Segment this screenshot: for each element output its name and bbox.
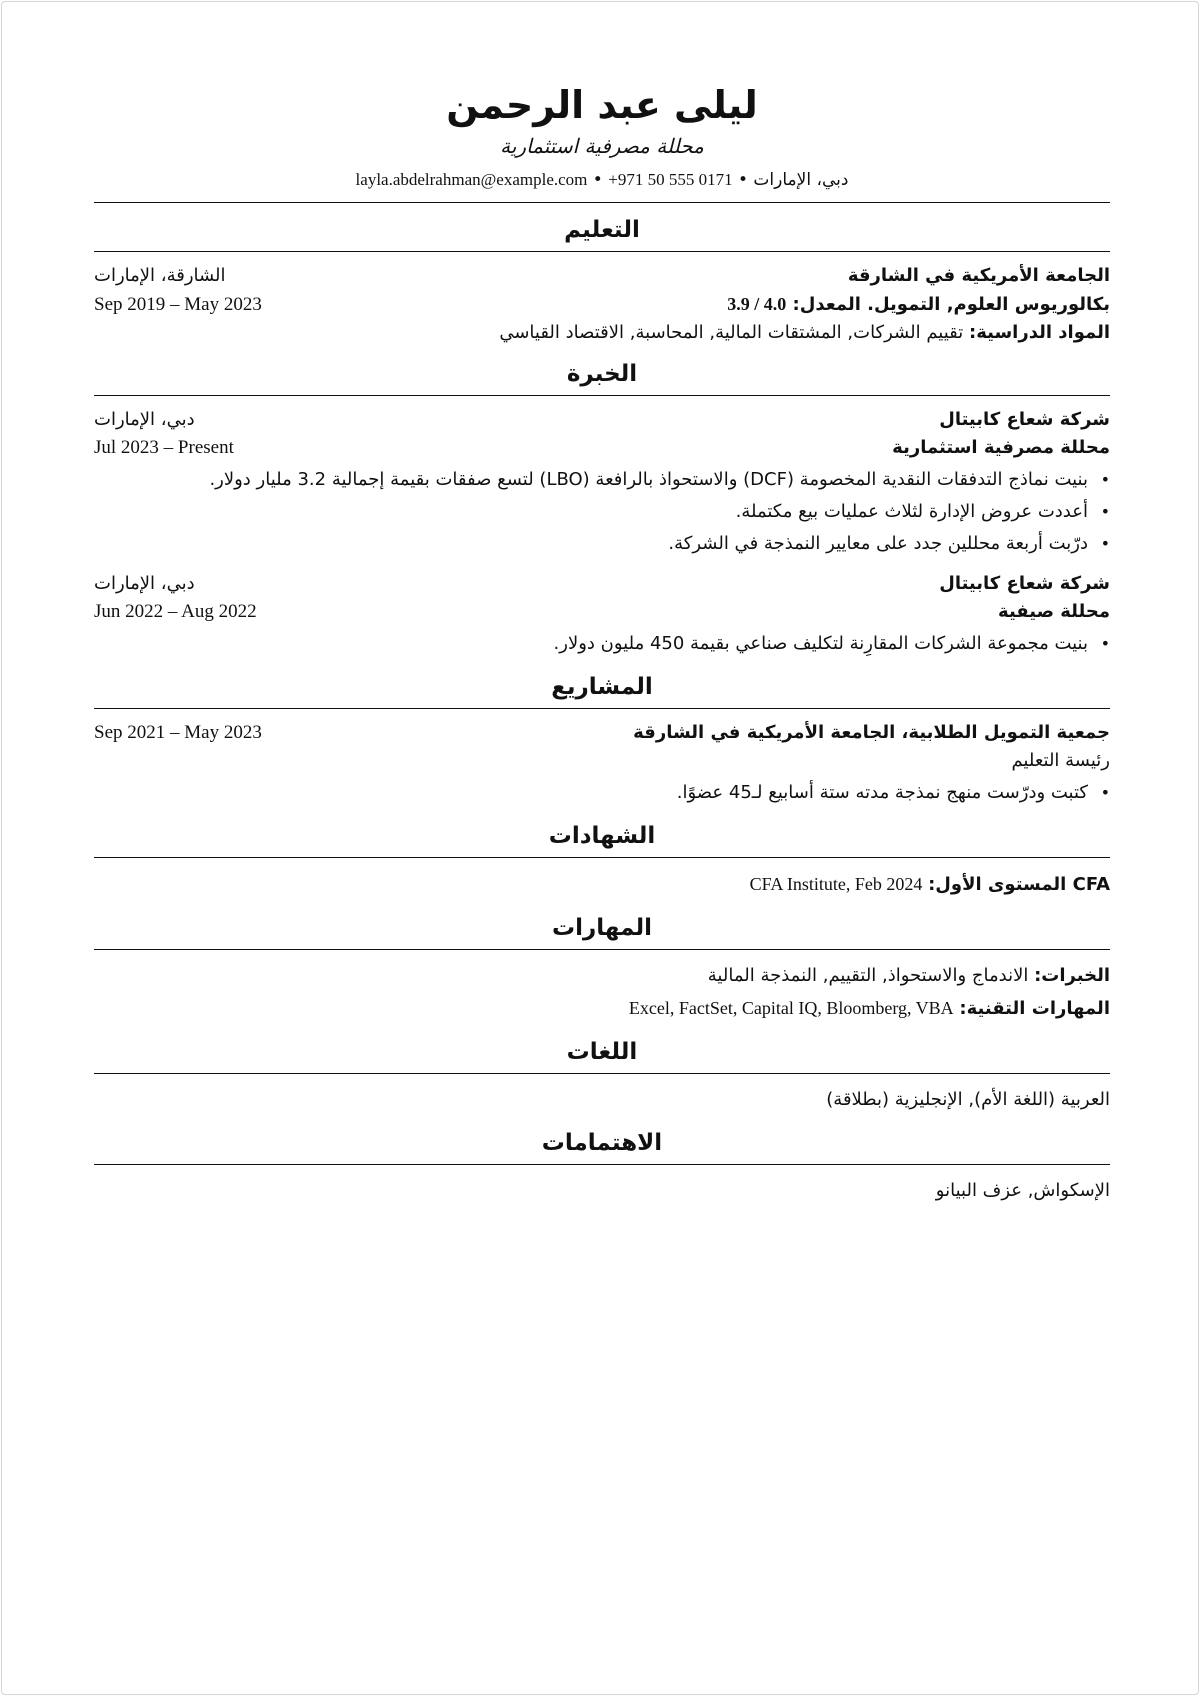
languages-section — [94, 1033, 1110, 1116]
school-location: الشارقة، الإمارات — [94, 265, 226, 286]
company-location: دبي، الإمارات — [94, 409, 195, 430]
experience-role-row — [94, 598, 1110, 626]
experience-entry — [94, 406, 1110, 560]
company-location: دبي، الإمارات — [94, 573, 195, 594]
project-bullets — [94, 777, 1110, 809]
job-role: محللة مصرفية استثمارية — [892, 437, 1110, 458]
degree-text: بكالوريوس العلوم, التمويل. المعدل: — [792, 294, 1110, 315]
job-bullets — [94, 628, 1110, 660]
project-dates: Sep 2021 – May 2023 — [94, 722, 262, 743]
experience-company-row — [94, 406, 1110, 434]
bullet-item: • بنيت مجموعة الشركات المقارِنة لتكليف صناعي بقيمة 450 مليون دولار. — [94, 628, 1088, 660]
candidate-title: محللة مصرفية استثمارية — [500, 134, 704, 158]
bullet-item: • بنيت نماذج التدفقات النقدية المخصومة (DCF) والاستحواذ بالرافعة (LBO) لتسع صفقات بقيمة إجمالية 3.2 مليار دولار. — [94, 464, 1088, 496]
skills-expertise-line — [94, 960, 1110, 992]
contact-phone: +971 50 555 0171 — [608, 170, 733, 189]
resume-page — [1, 1, 1199, 1695]
contact-separator: • — [737, 170, 749, 190]
education-degree-row — [94, 290, 1110, 319]
school-name: الجامعة الأمريكية في الشارقة — [847, 265, 1110, 286]
bullet-item: • درّبت أربعة محللين جدد على معايير النمذجة في الشركة. — [94, 528, 1088, 560]
contact-line — [94, 164, 1110, 196]
education-school-row — [94, 262, 1110, 290]
company-name: شركة شعاع كابيتال — [939, 573, 1110, 594]
section-heading-languages: اللغات — [94, 1033, 1110, 1074]
section-heading-certifications: الشهادات — [94, 817, 1110, 858]
certification-colon: : — [928, 874, 936, 895]
technical-list: Excel, FactSet, Capital IQ, Bloomberg, VBA — [628, 998, 954, 1018]
resume-content — [94, 80, 1110, 1207]
certifications-section — [94, 817, 1110, 901]
certification-label: CFA المستوى الأول — [935, 874, 1110, 895]
expertise-list: الاندماج والاستحواذ, التقييم, النمذجة المالية — [707, 965, 1029, 986]
coursework-line — [94, 319, 1110, 347]
contact-location: دبي، الإمارات — [753, 170, 849, 190]
interests-section — [94, 1124, 1110, 1207]
bullet-item: • أعددت عروض الإدارة لثلاث عمليات بيع مكتملة. — [94, 496, 1088, 528]
project-role: رئيسة التعليم — [1011, 750, 1110, 771]
education-section — [94, 211, 1110, 347]
project-name: جمعية التمويل الطلابية، الجامعة الأمريكية في الشارقة — [633, 722, 1110, 743]
certification-line — [94, 868, 1110, 901]
experience-section — [94, 355, 1110, 660]
experience-role-row — [94, 434, 1110, 462]
job-bullets — [94, 464, 1110, 560]
contact-separator: • — [592, 170, 603, 190]
skills-section — [94, 909, 1110, 1025]
coursework-list: تقييم الشركات, المشتقات المالية, المحاسبة, الاقتصاد القياسي — [499, 322, 964, 343]
section-heading-education: التعليم — [94, 211, 1110, 252]
company-name: شركة شعاع كابيتال — [939, 409, 1110, 430]
section-heading-experience: الخبرة — [94, 355, 1110, 396]
header-divider — [94, 202, 1110, 203]
job-role: محللة صيفية — [998, 601, 1110, 622]
education-dates: Sep 2019 – May 2023 — [94, 294, 262, 315]
section-heading-skills: المهارات — [94, 909, 1110, 950]
projects-section — [94, 668, 1110, 809]
resume-header — [94, 80, 1110, 203]
expertise-label: الخبرات: — [1034, 965, 1110, 986]
section-heading-projects: المشاريع — [94, 668, 1110, 709]
candidate-name: ليلى عبد الرحمن — [446, 83, 758, 127]
contact-email: layla.abdelrahman@example.com — [355, 170, 588, 189]
gpa-value: 3.9 / 4.0 — [727, 294, 787, 314]
experience-company-row — [94, 570, 1110, 598]
languages-text: العربية (اللغة الأم), الإنجليزية (بطلاقة) — [826, 1089, 1110, 1110]
job-dates: Jul 2023 – Present — [94, 437, 234, 458]
section-heading-interests: الاهتمامات — [94, 1124, 1110, 1165]
experience-entry — [94, 570, 1110, 660]
bullet-item: • كتبت ودرّست منهج نمذجة مدته ستة أسابيع لـ45 عضوًا. — [94, 777, 1088, 809]
project-name-row — [94, 719, 1110, 747]
coursework-label: المواد الدراسية: — [969, 322, 1110, 343]
interests-text: الإسكواش, عزف البيانو — [935, 1180, 1110, 1201]
technical-label: المهارات التقنية: — [959, 998, 1110, 1019]
certification-value: CFA Institute, Feb 2024 — [749, 874, 923, 894]
skills-technical-line — [94, 992, 1110, 1025]
job-dates: Jun 2022 – Aug 2022 — [94, 601, 257, 622]
degree — [727, 290, 1110, 319]
